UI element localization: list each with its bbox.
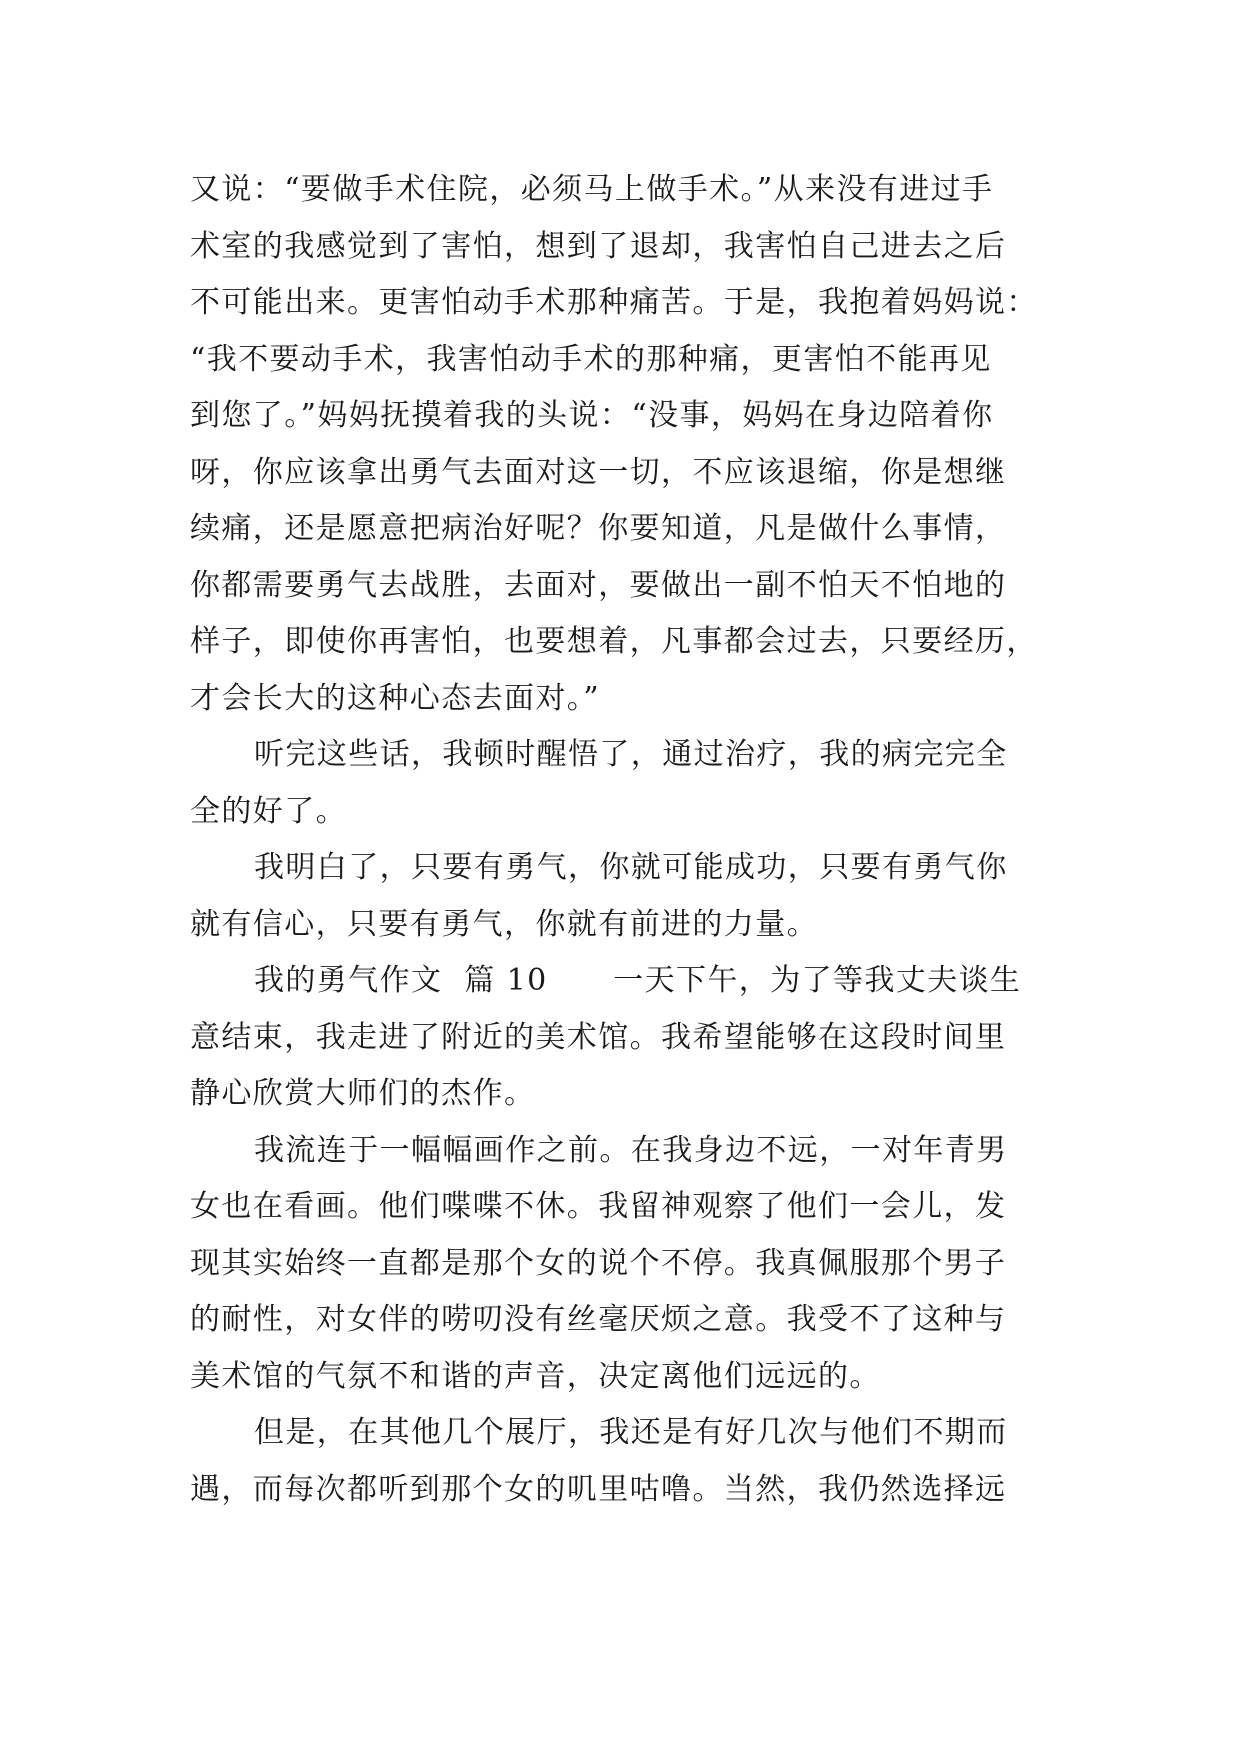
text-line: 术室的我感觉到了害怕，想到了退却，我害怕自己进去之后 [190, 228, 1007, 264]
text-line: 到您了。”妈妈抚摸着我的头说：“没事，妈妈在身边陪着你 [190, 398, 994, 433]
text-line: 女也在看画。他们喋喋不休。我留神观察了他们一会儿，发 [190, 1189, 1007, 1224]
text-line: 呀，你应该拿出勇气去面对这一切，不应该退缩，你是想继 [190, 454, 1007, 490]
text-line: 的耐性，对女伴的唠叨没有丝毫厌烦之意。我受不了这种与 [190, 1302, 1007, 1337]
text-line: 才会长大的这种心态去面对。” [190, 680, 600, 716]
paragraph-start-line: 但是，在其他几个展厅，我还是有好几次与他们不期而 [254, 1415, 1008, 1450]
text-line: 意结束，我走进了附近的美术馆。我希望能够在这段时间里 [190, 1019, 1007, 1055]
paragraph-start-line: 我明白了，只要有勇气，你就可能成功，只要有勇气你 [254, 850, 1008, 885]
text-line: 又说：“要做手术住院，必须马上做手术。”从来没有进过手 [190, 172, 994, 207]
text-line: 全的好了。 [190, 793, 347, 829]
text-line: 就有信心，只要有勇气，你就有前进的力量。 [190, 906, 818, 942]
text-line: 遇，而每次都听到那个女的叽里咕噜。当然，我仍然选择远 [190, 1471, 1007, 1507]
text-line: 续痛，还是愿意把病治好呢？你要知道，凡是做什么事情， [190, 511, 1007, 546]
text-line: 不可能出来。更害怕动手术那种痛苦。于是，我抱着妈妈说： [190, 285, 1038, 320]
paragraph-start-line: 我流连于一幅幅画作之前。在我身边不远，一对年青男 [254, 1132, 1008, 1168]
text-line: “我不要动手术，我害怕动手术的那种痛，更害怕不能再见 [190, 341, 992, 377]
text-line: 美术馆的气氛不和谐的声音，决定离他们远远的。 [190, 1358, 881, 1394]
essay-heading-line: 我的勇气作文 篇 10 一天下午，为了等我丈夫谈生 [254, 963, 1022, 998]
paragraph-start-line: 听完这些话，我顿时醒悟了，通过治疗，我的病完完全 [254, 737, 1008, 772]
document-body [190, 162, 1070, 1518]
text-line: 静心欣赏大师们的杰作。 [190, 1076, 536, 1111]
text-line: 你都需要勇气去战胜，去面对，要做出一副不怕天不怕地的 [190, 567, 1007, 603]
text-line: 样子，即使你再害怕，也要想着，凡事都会过去，只要经历， [190, 624, 1038, 659]
text-line: 现其实始终一直都是那个女的说个不停。我真佩服那个男子 [190, 1245, 1007, 1281]
